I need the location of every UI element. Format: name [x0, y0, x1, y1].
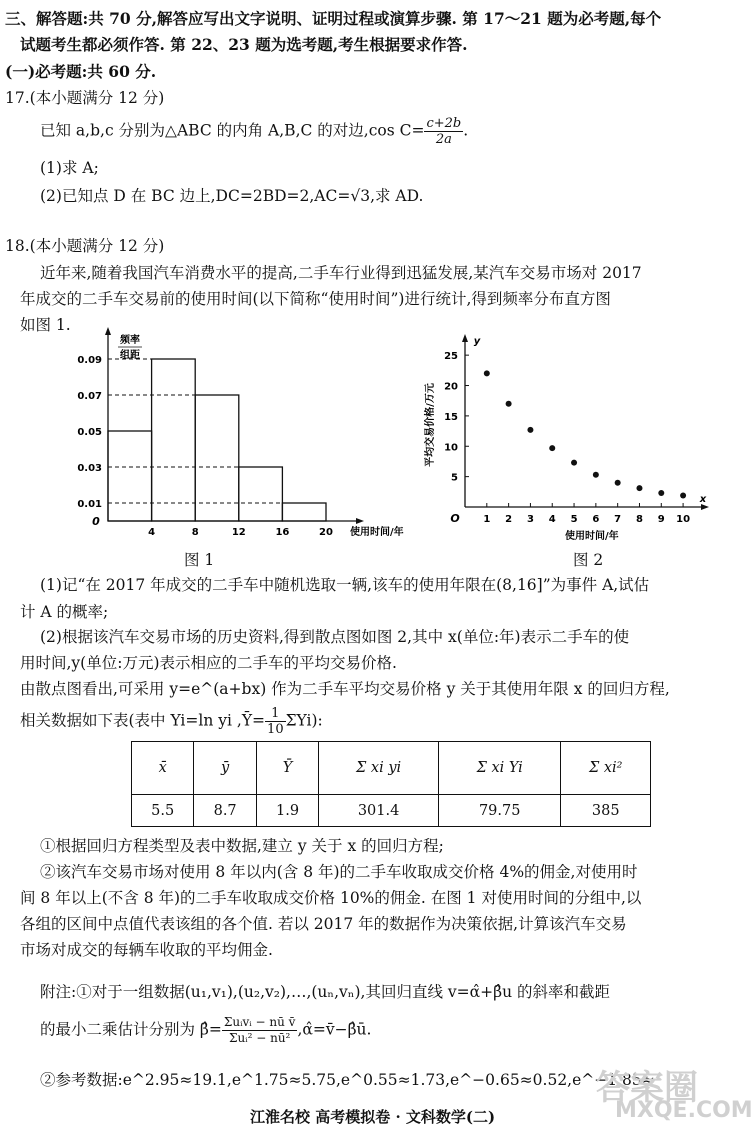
- x-tick-label: 9: [657, 514, 665, 525]
- histogram-bar: [195, 395, 239, 521]
- q18-part2-b: 用时间,y(单位:万元)表示相应的二手车的平均交易价格.: [20, 654, 397, 672]
- section-header-cont: 试题考生都必须作答. 第 22、23 题为选考题,考生根据要求作答.: [20, 35, 468, 54]
- histogram-bar: [282, 503, 326, 521]
- q18-intro-3: 如图 1.: [20, 316, 71, 334]
- y-axis-name: y: [473, 336, 481, 347]
- table-cell: 79.75: [438, 795, 561, 827]
- scatter-point: [484, 370, 490, 376]
- table-sum-limits: [680, 760, 714, 771]
- y-tick-label: 0.05: [77, 427, 102, 438]
- y-axis-arrow: [105, 327, 111, 335]
- sum-lower: i=1: [695, 760, 714, 771]
- q18-part3-b-end: ΣYi):: [285, 711, 323, 730]
- q18-part1-a: (1)记“在 2017 年成交的二手车中随机选取一辆,该车的使用年限在(8,16]”为事件 A,试估: [40, 576, 650, 594]
- scatter-point: [593, 472, 599, 478]
- beta-fraction: [222, 1015, 298, 1046]
- q17-stem: [40, 116, 468, 147]
- y-axis-arrow: [462, 334, 468, 342]
- q18-part3-a: 由散点图看出,可采用 y=e^(a+bx) 作为二手车平均交易价格 y 关于其使用年限 x 的回归方程,: [20, 680, 670, 698]
- table-cell: 5.5: [132, 795, 194, 827]
- q18-cond-2d: 市场对成交的每辆车收取的平均佣金.: [20, 941, 273, 959]
- note-2: [40, 1015, 371, 1046]
- q17-stem-text: 已知 a,b,c 分别为△ABC 的内角 A,B,C 的对边,cos C=: [40, 121, 425, 140]
- sum-upper: 10: [680, 760, 693, 771]
- beta-frac-num: Σuᵢvᵢ − nū v̄: [223, 1015, 296, 1029]
- beta-frac-den: Σuᵢ² − nū²: [228, 1031, 291, 1045]
- q18-intro-2: 年成交的二手车交易前的使用时间(以下简称“使用时间”)进行统计,得到频率分布直方图: [20, 290, 611, 308]
- q17-part2: (2)已知点 D 在 BC 边上,DC=2BD=2,AC=√3,求 AD.: [40, 187, 424, 205]
- table-cell: 301.4: [319, 795, 439, 827]
- x-tick-label: 2: [505, 514, 513, 525]
- fig1-caption: 图 1: [184, 551, 215, 569]
- x-tick-label: 1: [483, 514, 491, 525]
- y-tick-label: 0.09: [77, 355, 102, 366]
- y-axis-label: 平均交易价格/万元: [425, 383, 436, 467]
- histogram-bar: [239, 467, 283, 521]
- table-header-cell: Σ xi yi: [319, 742, 439, 795]
- scatter-point: [527, 427, 533, 433]
- q18-cond-2b: 间 8 年以上(不含 8 年)的二手车收取成交价格 10%的佣金. 在图 1 对使用时间的分组中,以: [20, 889, 642, 907]
- watermark-logo: 答案圈: [596, 1068, 698, 1108]
- table-header-cell: Σ xi Yi: [438, 742, 561, 795]
- x-tick-label: 12: [231, 527, 246, 538]
- x-tick-label: 4: [548, 514, 556, 525]
- x-tick-label: 5: [570, 514, 578, 525]
- x-tick-label: 16: [275, 527, 290, 538]
- q18-cond-2a: ②该汽车交易市场对使用 8 年以内(含 8 年)的二手车收取成交价格 4%的佣金,对使用时: [40, 863, 638, 881]
- y-tick-label: 5: [451, 472, 458, 484]
- q18-cond-2c: 各组的区间中点值代表该组的各个值. 若以 2017 年的数据作为决策依据,计算该汽车交易: [20, 915, 627, 933]
- x-tick-label: 4: [148, 527, 156, 538]
- table-row: [132, 795, 651, 827]
- x-axis-arrow: [356, 518, 364, 524]
- table-header-cell: Σ xi²: [561, 742, 651, 795]
- table-header-cell: Ȳ: [256, 742, 318, 795]
- x-axis-name: x: [699, 494, 707, 505]
- histogram-bar: [108, 431, 152, 521]
- q18-part2-a: (2)根据该汽车交易市场的历史资料,得到散点图如图 2,其中 x(单位:年)表示二手车的使: [40, 628, 630, 646]
- q18-number: 18.(本小题满分 12 分): [5, 237, 165, 255]
- x-tick-label: 10: [676, 514, 691, 525]
- q18-intro-1: 近年来,随着我国汽车消费水平的提高,二手车行业得到迅猛发展,某汽车交易市场对 2017: [40, 264, 642, 282]
- q17-frac-num: c+2b: [426, 116, 462, 131]
- table-cell: 385: [561, 795, 651, 827]
- origin-label: 0: [92, 515, 100, 528]
- x-tick-label: 7: [614, 514, 622, 525]
- table-header-row: [132, 742, 651, 795]
- scatter-figure: [420, 330, 720, 545]
- watermark-site: MXQE.COM: [615, 1098, 753, 1123]
- x-tick-label: 8: [191, 527, 199, 538]
- scatter-point: [506, 401, 512, 407]
- q17-frac-den: 2a: [435, 132, 452, 147]
- note-2-text: 的最小二乘估计分别为 β̂=: [40, 1020, 222, 1039]
- scatter-point: [615, 480, 621, 486]
- q17-number: 17.(本小题满分 12 分): [5, 89, 165, 107]
- x-tick-label: 3: [526, 514, 534, 525]
- q17-stem-end: .: [463, 121, 469, 140]
- table-cell: 8.7: [194, 795, 256, 827]
- q18-part1-b: 计 A 的概率;: [20, 603, 109, 621]
- note-2-end: ,α̂=v̄−β̂ū.: [297, 1020, 372, 1039]
- y-tick-label: 0.01: [77, 499, 102, 510]
- part-title: (一)必考题:共 60 分.: [5, 62, 157, 81]
- note-1: 附注:①对于一组数据(u₁,v₁),(u₂,v₂),…,(uₙ,vₙ),其回归直线 v=α̂+β̂u 的斜率和截距: [40, 983, 610, 1001]
- scatter-point: [549, 445, 555, 451]
- ybar-frac-num: 1: [265, 706, 286, 722]
- scatter-point: [571, 460, 577, 466]
- x-tick-label: 20: [319, 527, 333, 538]
- histogram-bar: [152, 359, 196, 521]
- table-header-cell: x̄: [132, 742, 194, 795]
- x-tick-label: 8: [635, 514, 643, 525]
- scatter-point: [636, 485, 642, 491]
- ybar-frac-den: 10: [267, 722, 284, 737]
- q18-part3-b-text: 相关数据如下表(表中 Yi=ln yi ,Ȳ=: [20, 711, 266, 730]
- origin-label: O: [450, 512, 460, 525]
- q17-fraction: [424, 116, 463, 147]
- q18-cond-1: ①根据回归方程类型及表中数据,建立 y 关于 x 的回归方程;: [40, 837, 444, 855]
- q18-ybar-fraction: [265, 706, 286, 737]
- page-footer: 江淮名校 高考模拟卷 · 文科数学(二): [250, 1108, 496, 1126]
- y-tick-label: 20: [444, 381, 458, 393]
- y-tick-label: 10: [444, 442, 458, 454]
- y-tick-label: 0.07: [77, 391, 102, 402]
- x-axis-label: 使用时间/年: [565, 531, 619, 542]
- scatter-point: [658, 490, 664, 496]
- scatter-point: [680, 492, 686, 498]
- q18-part3-b: [20, 706, 323, 737]
- y-tick-label: 0.03: [77, 463, 102, 474]
- y-axis-label: 组距: [120, 350, 140, 361]
- fig2-caption: 图 2: [573, 551, 604, 569]
- note-3: ②参考数据:e^2.95≈19.1,e^1.75≈5.75,e^0.55≈1.73,e^−0.65≈0.52,e^−1.85≈: [40, 1071, 655, 1089]
- table-header-cell: ȳ: [194, 742, 256, 795]
- section-header: 三、解答题:共 70 分,解答应写出文字说明、证明过程或演算步骤. 第 17～21 题为必考题,每个: [5, 9, 662, 28]
- y-axis-label: 频率: [120, 335, 140, 346]
- x-axis-label: 使用时间/年: [350, 527, 404, 538]
- data-table: [131, 741, 651, 827]
- x-tick-label: 6: [592, 514, 600, 525]
- q17-part1: (1)求 A;: [40, 159, 99, 177]
- histogram-figure: [70, 325, 410, 547]
- table-cell: 1.9: [256, 795, 318, 827]
- y-tick-label: 25: [444, 351, 458, 363]
- y-tick-label: 15: [444, 411, 458, 423]
